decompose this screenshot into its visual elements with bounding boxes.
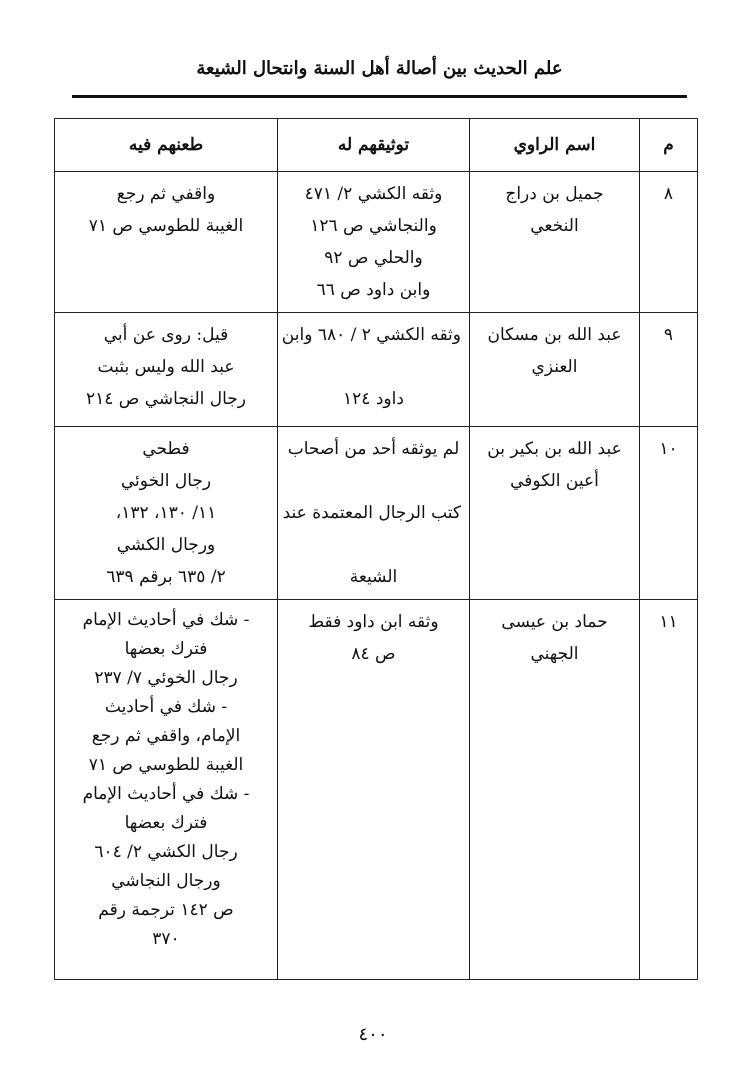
text-line: فطحي xyxy=(142,439,190,459)
trust-cell xyxy=(278,172,470,313)
text-line: جميل بن دراج xyxy=(505,184,604,204)
col-header-trust: توثيقهم له xyxy=(278,119,470,172)
table-row xyxy=(55,172,698,313)
text-line: ص ١٤٢ ترجمة رقم xyxy=(98,900,234,920)
text-line: عبد الله بن بكير بن xyxy=(487,439,622,459)
text-line: فترك بعضها xyxy=(124,813,208,833)
text-line: لم يوثقه أحد من أصحاب xyxy=(287,439,460,459)
criticism-cell xyxy=(55,313,278,427)
col-header-name: اسم الراوي xyxy=(470,119,640,172)
row-num: ٩ xyxy=(640,313,698,427)
text-line: النخعي xyxy=(530,216,579,236)
text-line xyxy=(286,465,461,497)
text-line: ٢/ ٦٣٥ برقم ٦٣٩ xyxy=(106,567,226,587)
text-line: ورجال الكشي xyxy=(116,535,216,555)
text-line: والنجاشي ص ١٢٦ xyxy=(310,216,437,236)
text-line: العنزي xyxy=(531,357,578,377)
table-row xyxy=(55,427,698,600)
narrator-name xyxy=(470,172,640,313)
text-line: وثقه الكشي ٢ / ٦٨٠ وابن xyxy=(281,325,461,345)
text-line: حماد بن عيسى xyxy=(501,612,608,632)
text-line: وثقه الكشي ٢/ ٤٧١ xyxy=(304,184,443,204)
text-line: كتب الرجال المعتمدة عند xyxy=(282,503,461,523)
text-line: - شك في أحاديث xyxy=(104,697,228,717)
text-line: الغيبة للطوسي ص ٧١ xyxy=(88,755,244,775)
narrators-table xyxy=(54,118,698,980)
text-line: فترك بعضها xyxy=(124,639,208,659)
row-num: ١٠ xyxy=(640,427,698,600)
table-header-row xyxy=(55,119,698,172)
text-line: واقفي ثم رجع xyxy=(116,184,216,204)
text-line xyxy=(286,351,461,383)
narrator-name xyxy=(470,427,640,600)
criticism-cell xyxy=(55,172,278,313)
text-line: داود ١٢٤ xyxy=(343,389,404,409)
criticism-cell xyxy=(55,427,278,600)
text-line: - شك في أحاديث الإمام xyxy=(82,784,250,804)
text-line: الجهني xyxy=(530,644,579,664)
col-header-num: م xyxy=(640,119,698,172)
table-row xyxy=(55,313,698,427)
text-line: ٣٧٠ xyxy=(152,929,180,949)
text-line: ١١/ ١٣٠، ١٣٢، xyxy=(115,503,217,523)
text-line: عبد الله بن مسكان xyxy=(487,325,622,345)
row-num: ١١ xyxy=(640,600,698,980)
col-header-crit: طعنهم فيه xyxy=(55,119,278,172)
text-line: والحلي ص ٩٢ xyxy=(324,248,423,268)
text-line: الغيبة للطوسي ص ٧١ xyxy=(88,216,244,236)
table-row xyxy=(55,600,698,980)
criticism-cell xyxy=(55,600,278,980)
row-num: ٨ xyxy=(640,172,698,313)
page-number: ٤٠٠ xyxy=(358,1024,388,1045)
narrator-name xyxy=(470,313,640,427)
trust-cell xyxy=(278,427,470,600)
text-line: الإمام، واقفي ثم رجع xyxy=(91,726,241,746)
narrator-name xyxy=(470,600,640,980)
text-line: رجال الكشي ٢/ ٦٠٤ xyxy=(94,842,238,862)
text-line: ص ٨٤ xyxy=(351,644,396,664)
text-line: ورجال النجاشي xyxy=(111,871,221,891)
text-line: رجال النجاشي ص ٢١٤ xyxy=(85,389,247,409)
text-line xyxy=(286,529,461,561)
running-header: علم الحديث بين أصالة أهل السنة وانتحال الشيعة xyxy=(196,58,563,79)
text-line: أعين الكوفي xyxy=(510,471,599,491)
trust-cell xyxy=(278,600,470,980)
header-rule xyxy=(72,95,687,98)
trust-cell xyxy=(278,313,470,427)
text-line: وابن داود ص ٦٦ xyxy=(316,280,431,300)
text-line: وثقه ابن داود فقط xyxy=(308,612,439,632)
text-line: - شك في أحاديث الإمام xyxy=(82,610,250,630)
text-line: عبد الله وليس بثبت xyxy=(97,357,235,377)
text-line: قيل: روى عن أبي xyxy=(103,325,229,345)
text-line: الشيعة xyxy=(349,567,398,587)
text-line: رجال الخوئي xyxy=(120,471,212,491)
text-line: رجال الخوئي ٧/ ٢٣٧ xyxy=(94,668,238,688)
